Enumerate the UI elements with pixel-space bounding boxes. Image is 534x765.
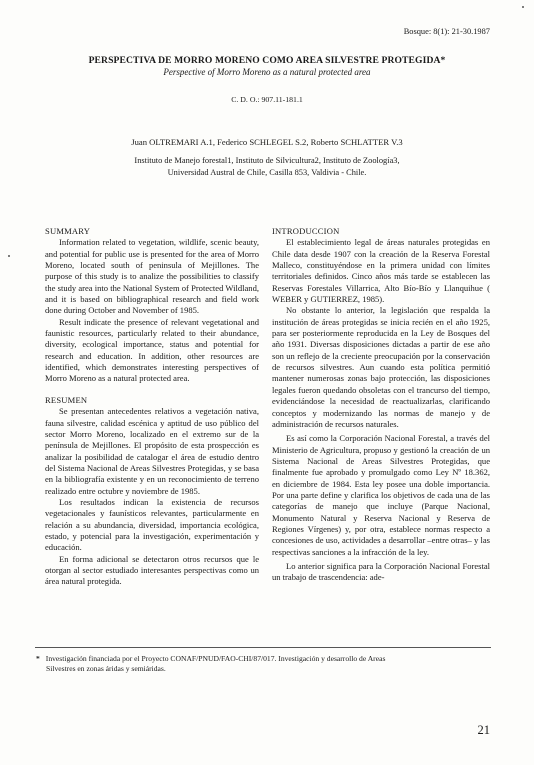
footnote bbox=[36, 654, 496, 674]
classification-code: C. D. O.: 907.11-181.1 bbox=[231, 95, 303, 104]
footnote-marker: * bbox=[36, 654, 40, 663]
footnote-divider bbox=[35, 647, 491, 648]
scan-speck bbox=[522, 6, 524, 8]
resumen-heading: RESUMEN bbox=[45, 394, 88, 405]
page-number: 21 bbox=[477, 723, 490, 737]
resumen-paragraph: Los resultados indican la existencia de recursos vegetacionales y faunísticos relevantes, particularmente en relación a su abundancia, diversidad, importancia ecológica, estado, y potencial para la investigación, experimentación y educación. bbox=[45, 496, 259, 553]
affiliation-institutes: Instituto de Manejo forestal1, Instituto de Silvicultura2, Instituto de Zoología3, bbox=[134, 156, 400, 165]
scan-speck bbox=[8, 255, 10, 257]
introduction-paragraph: El establecimiento legal de áreas naturales protegidas en Chile data desde 1907 con la creación de la Reserva Forestal Malleco, constituyéndose en la primera unidad con límites territoriales definidos. Cinco años más tarde se establecen las Reservas Forestales Villarrica, Alto Bío-Bío y Llanquihue ( WEBER y GUTIERREZ, 1985). bbox=[272, 237, 490, 305]
article-title: PERSPECTIVA DE MORRO MORENO COMO AREA SILVESTRE PROTEGIDA* bbox=[88, 55, 446, 66]
introduction-paragraph: Es así como la Corporación Nacional Forestal, a través del Ministerio de Agricultura, propuso y gestionó la creación de un Sistema Nacional de Areas Silvestres Protegidas, que finalmente fue aprobado y promulgado como Ley Nº 18.362, en diciembre de 1984. Esta ley posee una doble importancia. Por una parte define y clarifica los objetivos de cada una de las categorías de manejo que incluye (Parque Nacional, Monumento Natural y Reserva Nacional y Reserva de Regiones Vírgenes) y, por otra, establece normas respecto a concesiones de uso, actividades a desarrollar –entre otras– y las respectivas sanciones a la infracción de la ley. bbox=[272, 433, 490, 557]
right-column bbox=[272, 226, 490, 584]
summary-paragraph: Information related to vegetation, wildlife, scenic beauty, and potential for public use is presented for the area of Morro Moreno, located south of peninsula of Mejillones. The purpose of this study is to analize the possibilities to classify the study area into the National System of Protected Wildland, and it is based on bibliographical research and field work done during October and November of 1985. bbox=[45, 237, 259, 316]
introduction-paragraph: Lo anterior significa para la Corporación Nacional Forestal un trabajo de trascendencia: ade- bbox=[272, 560, 490, 583]
author-list: Juan OLTREMARI A.1, Federico SCHLEGEL S.2, Roberto SCHLATTER V.3 bbox=[131, 137, 403, 147]
summary-heading: SUMMARY bbox=[45, 226, 91, 236]
introduction-paragraph: No obstante lo anterior, la legislación que respalda la institución de áreas protegidas se inicia recién en el año 1925, para ser posteriormente reproducida en la Ley de Bosques del año 1931. Diversas disposiciones dictadas a partir de ese año son un reflejo de la creciente preocupación por la conservación de recursos silvestres. Aun cuando esta política permitió mantener numerosas zonas bajo protección, las disposiciones legales fueron quedando obsoletas con el trancurso del tiempo, evidenciándose la necesidad de reactualizarlas, clarificando conceptos y modernizando las normas de manejo y de administración de recursos naturales. bbox=[272, 305, 490, 429]
footnote-text: Investigación financiada por el Proyecto CONAF/PNUD/FAO-CHI/87/017. Investigación y desarrollo de Areas bbox=[45, 654, 386, 663]
left-column bbox=[45, 226, 259, 588]
affiliation-university: Universidad Austral de Chile, Casilla 853, Valdivia - Chile. bbox=[167, 168, 367, 177]
footnote-text-continued: Silvestres en zonas áridas y semiáridas. bbox=[46, 664, 166, 673]
summary-paragraph: Result indicate the presence of relevant vegetational and faunistic resources, particularly related to their abundance, diversity, ecological importance, status and potential for research and education. In addition, other resources are identified, which demonstrates interesting perspectives of Morro Moreno as a natural protected area. bbox=[45, 316, 259, 384]
article-subtitle: Perspective of Morro Moreno as a natural protected area bbox=[163, 67, 371, 77]
resumen-paragraph: Se presentan antecedentes relativos a vegetación nativa, fauna silvestre, calidad escénica y aptitud de uso público del sector Morro Moreno, localizado en el extremo sur de la península de Mejillones. El propósito de esta prospección es analizar la posibilidad de catalogar el área de estudio dentro del Sistema Nacional de Areas Silvestres Protegidas, y se basa en la bibliografía existente y en un reconocimiento de terreno realizado entre octubre y noviembre de 1985. bbox=[45, 406, 259, 496]
resumen-paragraph: En forma adicional se detectaron otros recursos que le otorgan al sector estudiado interesantes perspectivas como un área natural protegida. bbox=[45, 553, 259, 587]
journal-reference: Bosque: 8(1): 21-30.1987 bbox=[403, 27, 490, 36]
introduction-heading: INTRODUCCION bbox=[272, 226, 340, 236]
